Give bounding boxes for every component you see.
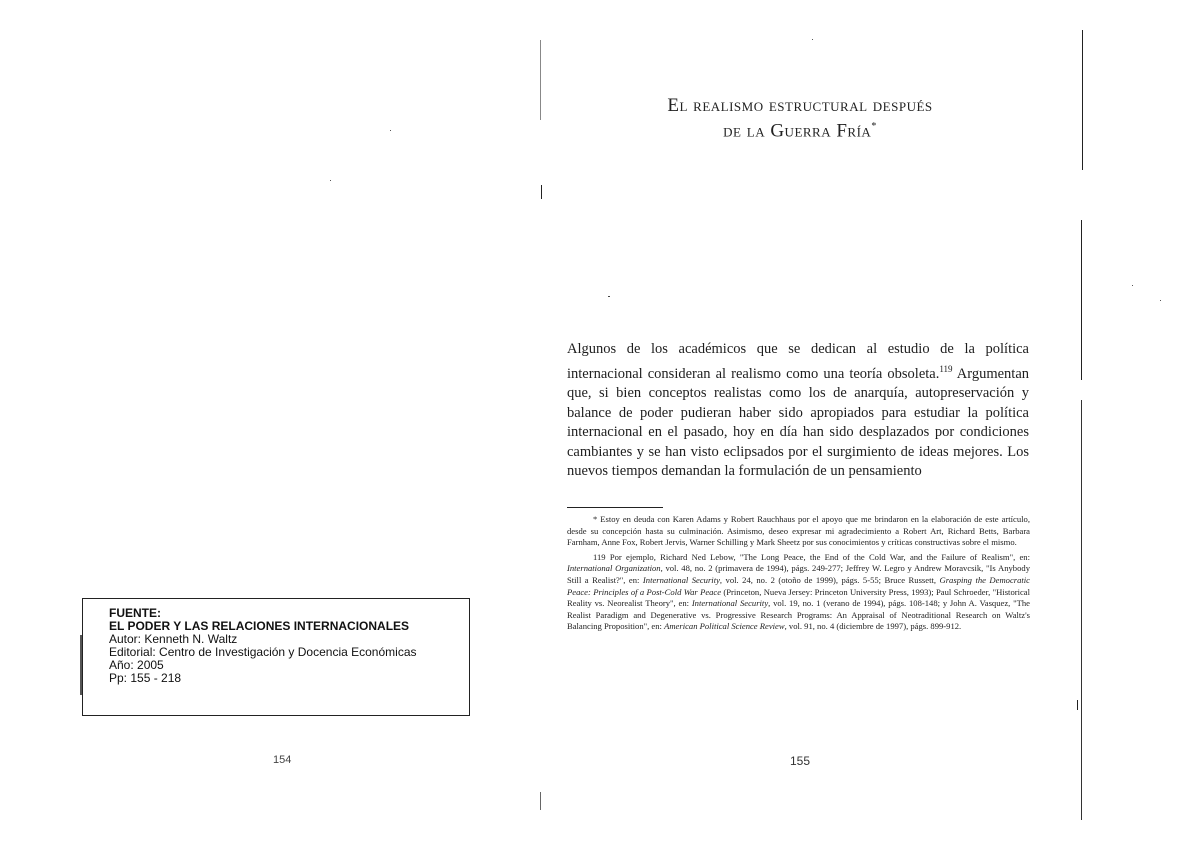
title-footnote-mark: * (871, 121, 877, 132)
footnotes (567, 514, 1030, 636)
fn-book-title: Grasping the Democratic Peace: Principles of a Post-Cold War Peace (567, 574, 1030, 597)
body-paragraph (567, 340, 1029, 482)
scan-mark (1077, 700, 1078, 710)
source-book-title: EL PODER Y LAS RELACIONES INTERNACIONALES (109, 619, 410, 633)
scan-speck (390, 130, 391, 131)
source-heading: FUENTE: (109, 606, 161, 620)
source-publisher: Editorial: Centro de Investigación y Docencia Económicas (109, 645, 417, 659)
chapter-title-line-2-text: de la Guerra Fría (723, 120, 872, 142)
fn-journal: International Security (691, 598, 769, 609)
fn-journal: International Organization (567, 563, 661, 574)
fn-text: (Princeton, Nueva Jersey: Princeton University Press, 1993); Paul Schroeder, "Historical Reality vs. Neorealist Theory", en: (567, 586, 1031, 609)
footnote-119 (567, 552, 1030, 633)
fn-journal: American Political Science Review (664, 621, 785, 632)
page-edge (1081, 220, 1082, 380)
fn-journal: International Security (642, 574, 720, 585)
body-text-part-2: Argumentan que, si bien conceptos realistas como los de anarquía, autopreservación y balance de poder pudieran haber sido apropiados para estudiar la política internacional en el pasado, hoy en día han sido desplazados por condiciones cambiantes y se han visto eclipsados por el surgimiento de ideas mejores. Los nuevos tiempos demandan la formulación de un pensamiento (567, 365, 1029, 480)
fn-text: , vol. 24, no. 2 (otoño de 1999), págs. 5-55; Bruce Russett, (719, 574, 940, 585)
scan-mark (540, 40, 541, 120)
scan-speck (1160, 300, 1161, 301)
footnote-rule (567, 507, 663, 508)
footnote-reference: 119 (939, 363, 953, 374)
fn-text: 119 Por ejemplo, Richard Ned Lebow, "The Long Peace, the End of the Cold War, and the Failure of Realism", en: (593, 551, 1030, 562)
scan-mark (541, 185, 542, 199)
chapter-title (620, 95, 980, 141)
scan-speck (330, 180, 331, 181)
fn-text: , vol. 48, no. 2 (primavera de 1994), págs. 249-277; Jeffrey W. Legro y Andrew Moravcsik, "Is Anybody Still a Realist?", en: (567, 563, 1030, 585)
source-box (82, 598, 470, 716)
chapter-title-line-2 (620, 116, 980, 141)
page-edge (1082, 30, 1083, 170)
body-text-part-1: Algunos de los académicos que se dedican al estudio de la política internacional consideran al realismo como una teoría obsoleta. (567, 341, 1029, 382)
chapter-title-line-1: El realismo estructural después (667, 95, 933, 116)
source-pages: Pp: 155 - 218 (109, 671, 182, 685)
fn-text: , vol. 91, no. 4 (diciembre de 1997), págs. 899-912. (784, 621, 962, 632)
scan-speck (608, 296, 610, 297)
scan-speck (812, 39, 813, 40)
footnote-acknowledgment: * Estoy en deuda con Karen Adams y Robert Rauchhaus por el apoyo que me brindaron en la elaboración de este artículo, desde su concepción hasta su culminación. Asimismo, deseo expresar mi agradecimiento a Robert Art, Richard Betts, Barbara Farnham, Anne Fox, Robert Jervis, Warner Schilling y Mark Sheetz por sus conocimientos y críticas constructivas sobre el mismo. (567, 514, 1030, 548)
page-number-right: 155 (790, 754, 811, 768)
source-author: Autor: Kenneth N. Waltz (109, 632, 238, 646)
page-edge (1081, 400, 1082, 820)
scan-speck (1132, 285, 1133, 286)
scan-mark (540, 792, 541, 810)
source-year: Año: 2005 (109, 658, 164, 672)
fn-text: , vol. 19, no. 1 (verano de 1994), págs. 108-148; y John A. Vasquez, "The Realist Paradigm and Degenerative vs. Progressive Research Programs: An Appraisal of Neotraditional Research on Waltz's Balancing Proposition", en: (567, 598, 1030, 632)
page-number-left: 154 (273, 754, 292, 766)
